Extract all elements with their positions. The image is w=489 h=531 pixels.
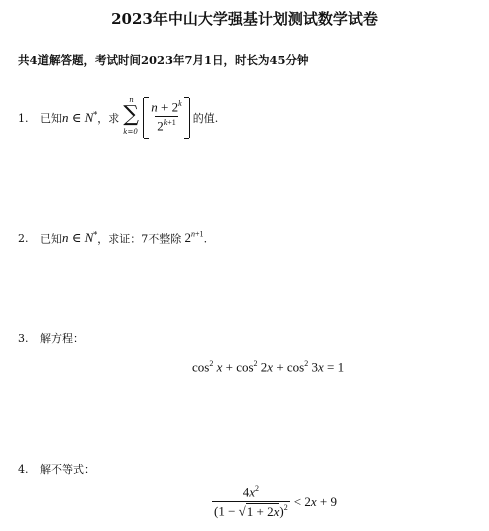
page-title: 2023年中山大学强基计划测试数学试卷 [111, 10, 378, 28]
question-text: 解方程： [40, 332, 84, 345]
math-n-in-N: n ∈ N* [62, 230, 98, 246]
question-suffix: . [203, 232, 208, 246]
fraction: $\frac{n + 2^k}{2^{k+1}}$ [151, 99, 182, 134]
question-prefix: 已知 [40, 112, 62, 125]
question-number: 4. [18, 463, 29, 476]
question-4 [18, 461, 95, 477]
question-number: 3. [18, 332, 29, 345]
floor-bracket [143, 98, 189, 138]
math-n-in-N: n ∈ N* [62, 110, 98, 125]
exam-intro: 共4道解答题，考试时间2023年7月1日，时长为45分钟 [18, 53, 309, 67]
inequality: $\frac{4x^2}{(1 - √1 + 2x)^2}$ < 2x + 9 [214, 484, 337, 519]
question-1 [18, 96, 218, 140]
question-prefix: 已知 [40, 232, 62, 246]
question-middle: ，求证：7不整除 [97, 232, 182, 246]
summation-symbol: n ∑ k=0 [123, 96, 140, 136]
question-3 [18, 330, 84, 346]
equation-cos: $\cos^2 x + \cos^2 2x + \cos^2 3x = 1$ [192, 359, 345, 375]
question-comma: ，求 [97, 112, 120, 125]
question-suffix: 的值. [192, 112, 219, 125]
inequality-fraction: $\frac{4x^2}{(1 - √1 + 2x)^2}$ [214, 484, 288, 519]
math-power: $2^{n+1}$ [181, 230, 204, 246]
question-number: 1. [18, 111, 29, 125]
question-text: 解不等式： [40, 463, 95, 476]
question-number: 2. [18, 232, 29, 246]
question-2 [18, 230, 207, 246]
